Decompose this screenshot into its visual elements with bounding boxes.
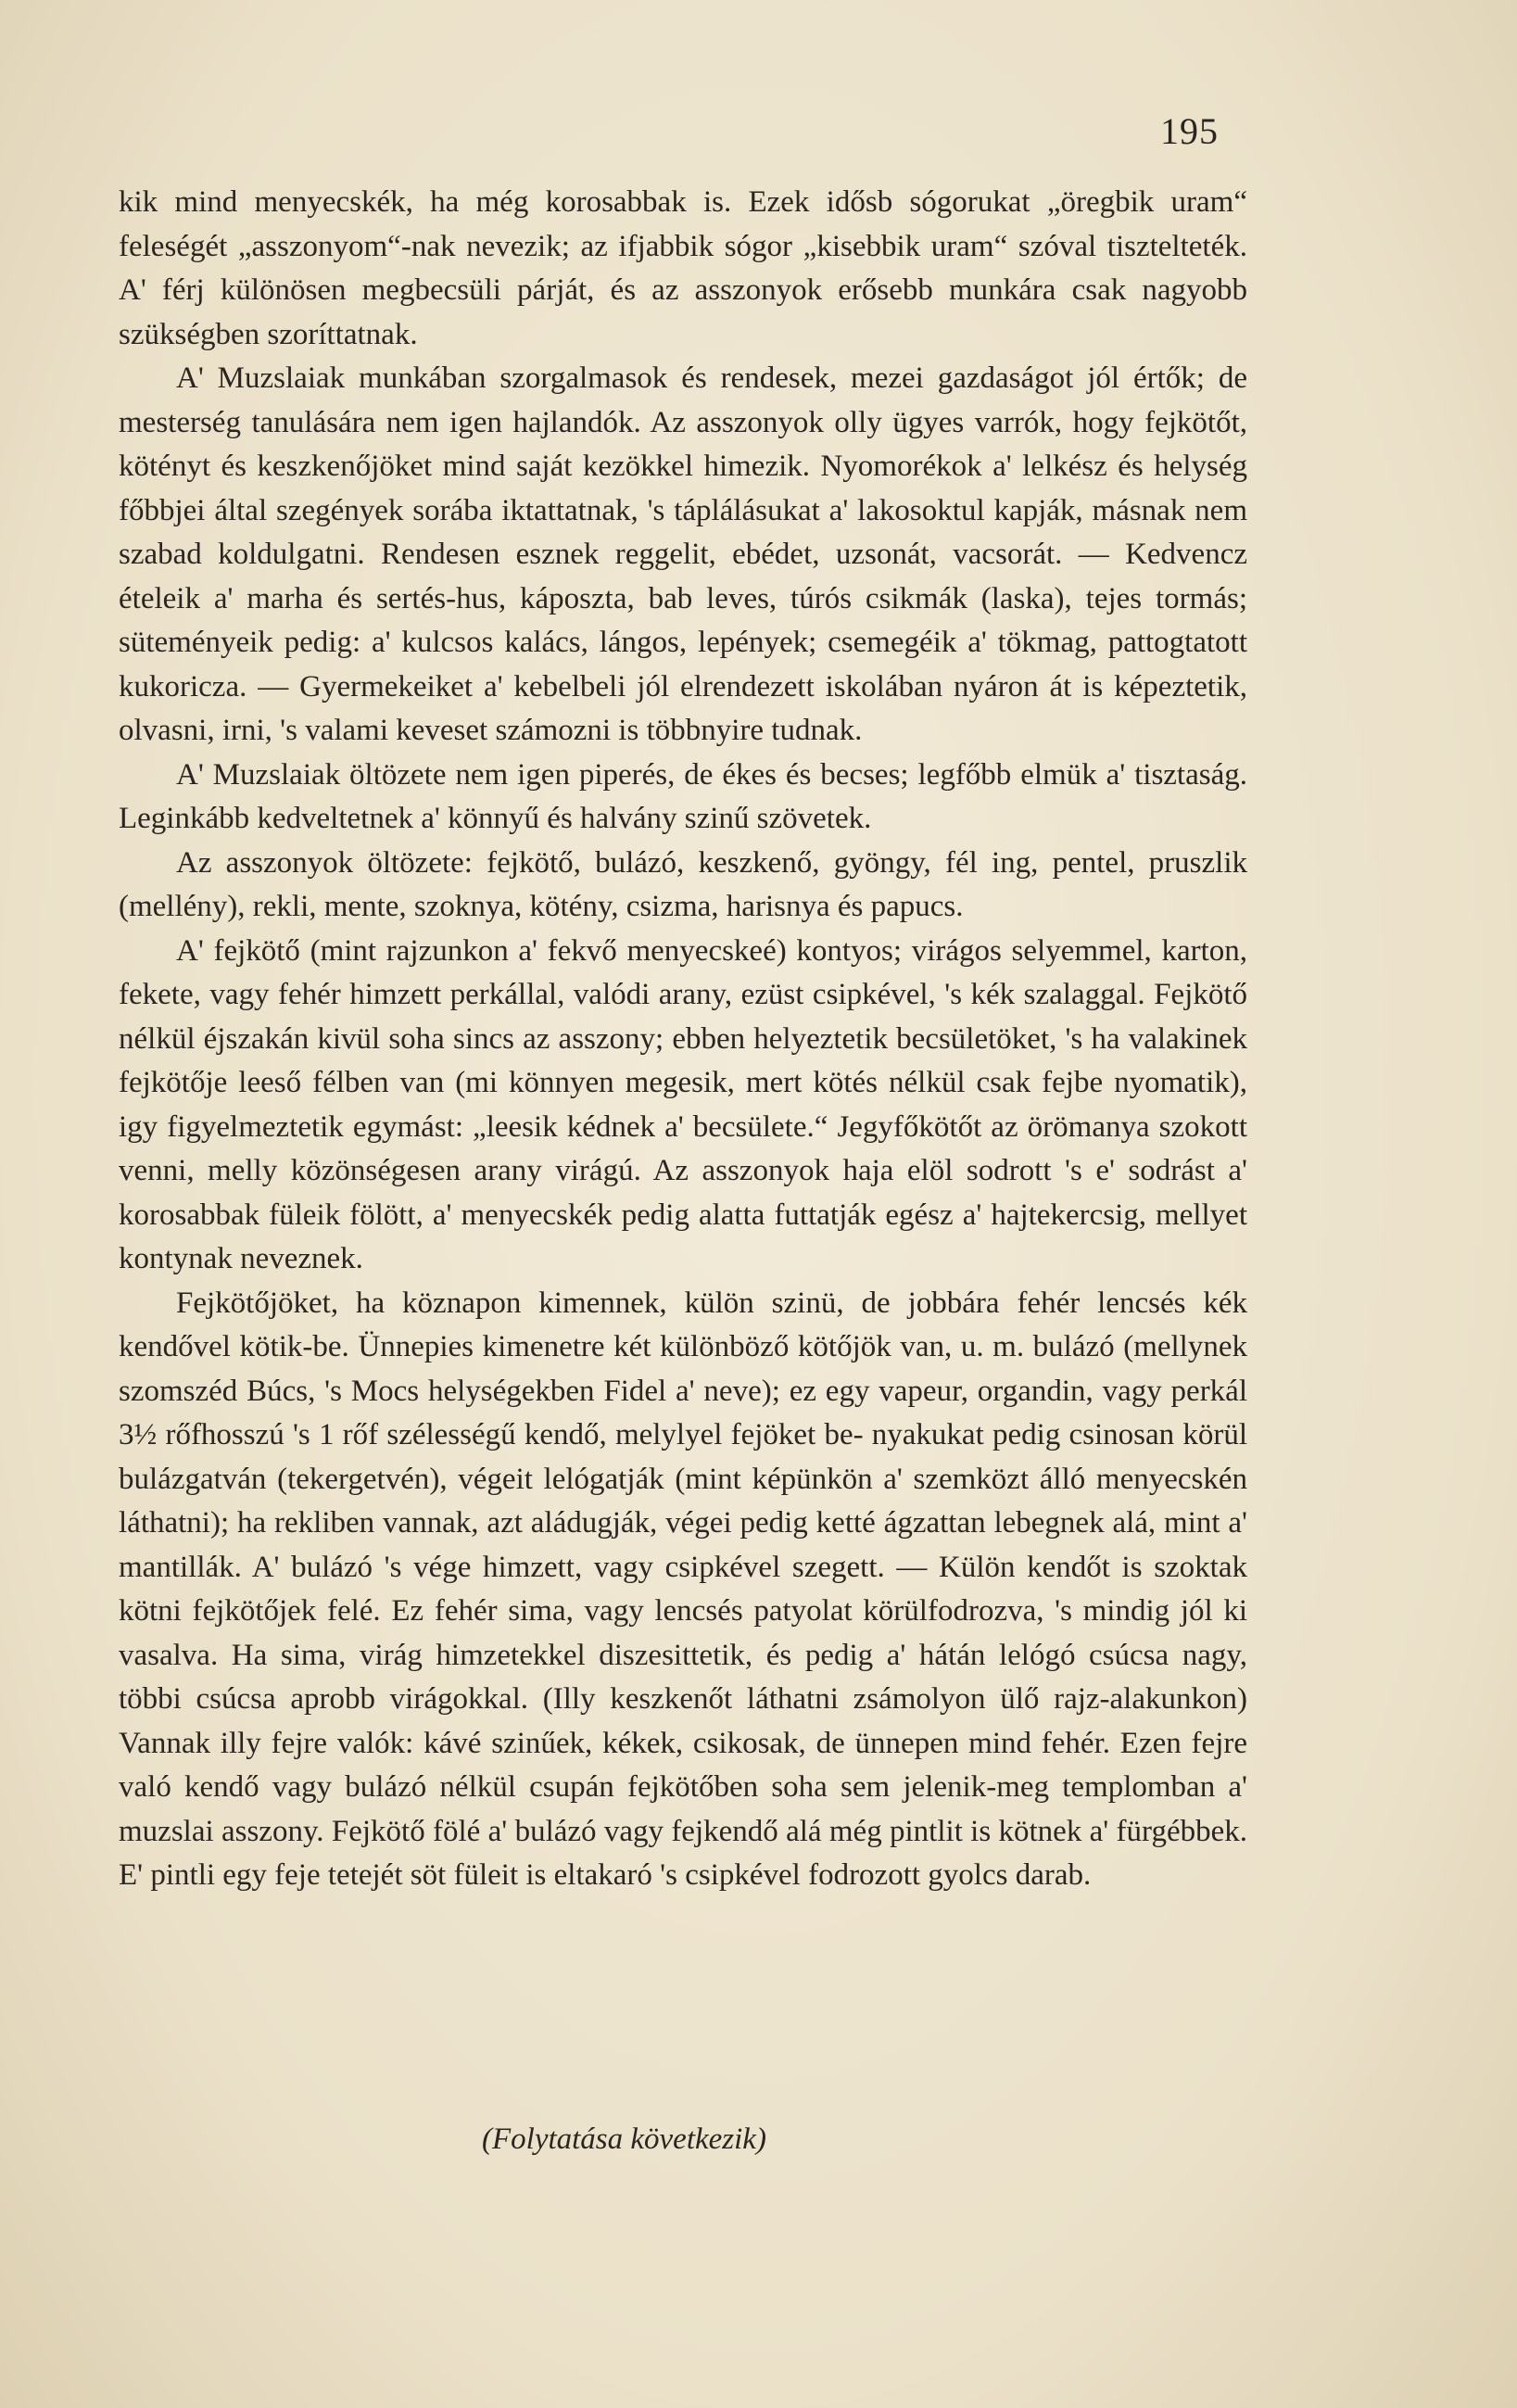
paragraph-1: kik mind menyecskék, ha még korosabbak is. Ezek idősb sógorukat „öregbik uram“ feleségét „asszonyom“-nak nevezik; az ifjabbik sógor „kisebbik uram“ szóval tisztelteték. A' férj különösen megbecsüli párját, és az asszonyok erősebb munkára csak nagyobb szükségben szoríttatnak. [119,185,1247,351]
body-text [119,181,1247,1898]
paragraph-4: Az asszonyok öltözete: fejkötő, bulázó, keszkenő, gyöngy, fél ing, pentel, pruszlik (mellény), rekli, mente, szoknya, kötény, csizma, harisnya és papucs. [119,845,1247,923]
paragraph-6: Fejkötőjöket, ha köznapon kimennek, külön szinü, de jobbára fehér lencsés kék kendővel kötik-be. Ünnepies kimenetre két különböző kötőjök van, u. m. bulázó (mellynek szomszéd Búcs, 's Mocs helységekben Fidel a' neve); ez egy vapeur, organdin, vagy perkál 3½ rőfhosszú 's 1 rőf szélességű kendő, melylyel fejöket be- nyakukat pedig csinosan körül bulázgatván (tekergetvén), végeit lelógatják (mint képünkön a' szemközt álló menyecskén láthatni); ha rekliben vannak, azt aládugják, végei pedig ketté ágzattan lebegnek alá, mint a' mantillák. A' bulázó 's vége himzett, vagy csipkével szegett. — Külön kendőt is szoktak kötni fejkötőjek felé. Ez fehér sima, vagy lencsés patyolat körülfodrozva, 's mindig jól ki vasalva. Ha sima, virág himzetekkel diszesittetik, és pedig a' hátán lelógó csúcsa nagy, többi csúcsa aprobb virágokkal. (Illy keszkenőt láthatni zsámolyon ülő rajz-alakunkon) Vannak illy fejre valók: kávé szinűek, kékek, csikosak, de ünnepen mind fehér. Ezen fejre való kendő vagy bulázó nélkül csupán fejkötőben soha sem jelenik-meg templomban a' muzslai asszony. Fejkötő fölé a' bulázó vagy fejkendő alá még pintlit is kötnek a' fürgébbek. E' pintli egy feje tetejét söt füleit is eltakaró 's csipkével fodrozott gyolcs darab. [119,1286,1247,1892]
paragraph-3: A' Muzslaiak öltözete nem igen piperés, de ékes és becses; legfőbb elmük a' tisztaság. Leginkább kedveltetnek a' könnyű és halvány szinű szövetek. [119,757,1247,835]
paragraph-5: A' fejkötő (mint rajzunkon a' fekvő menyecskeé) kontyos; virágos selyemmel, karton, fekete, vagy fehér himzett perkállal, valódi arany, ezüst csipkével, 's kék szalaggal. Fejkötő nélkül éjszakán kivül soha sincs az asszony; ebben helyeztetik becsületöket, 's ha valakinek fejkötője leeső félben van (mi könnyen megesik, mert kötés nélkül csak fejbe nyomatik), igy figyelmeztetik egymást: „leesik kédnek a' becsülete.“ Jegyfőkötőt az örömanya szokott venni, melly közönségesen arany virágú. Az asszonyok haja elöl sodrott 's e' sodrást a' korosabbak füleik fölött, a' menyecskék pedig alatta futtatják egész a' hajtekercsig, mellyet kontynak neveznek. [119,933,1247,1275]
continuation-note: (Folytatása következik) [482,2123,766,2156]
paragraph-2: A' Muzslaiak munkában szorgalmasok és rendesek, mezei gazdaságot jól értők; de mesterség tanulására nem igen hajlandók. Az asszonyok olly ügyes varrók, hogy fejkötőt, kötényt és keszkenőjöket mind saját kezökkel himezik. Nyomorékok a' lelkész és helység főbbjei által szegények sorába iktattatnak, 's táplálásukat a' lakosoktul kapják, másnak nem szabad koldulgatni. Rendesen esznek reggelit, ebédet, uzsonát, vacsorát. — Kedvencz ételeik a' marha és sertés-hus, káposzta, bab leves, túrós csikmák (laska), tejes tormás; süteményeik pedig: a' kulcsos kalács, lángos, lepények; csemegéik a' tökmag, pattogtatott kukoricza. — Gyermekeiket a' kebelbeli jól elrendezett iskolában nyáron át is képeztetik, olvasni, irni, 's valami keveset számozni is többnyire tudnak. [119,361,1247,747]
page-number: 195 [1160,110,1219,152]
